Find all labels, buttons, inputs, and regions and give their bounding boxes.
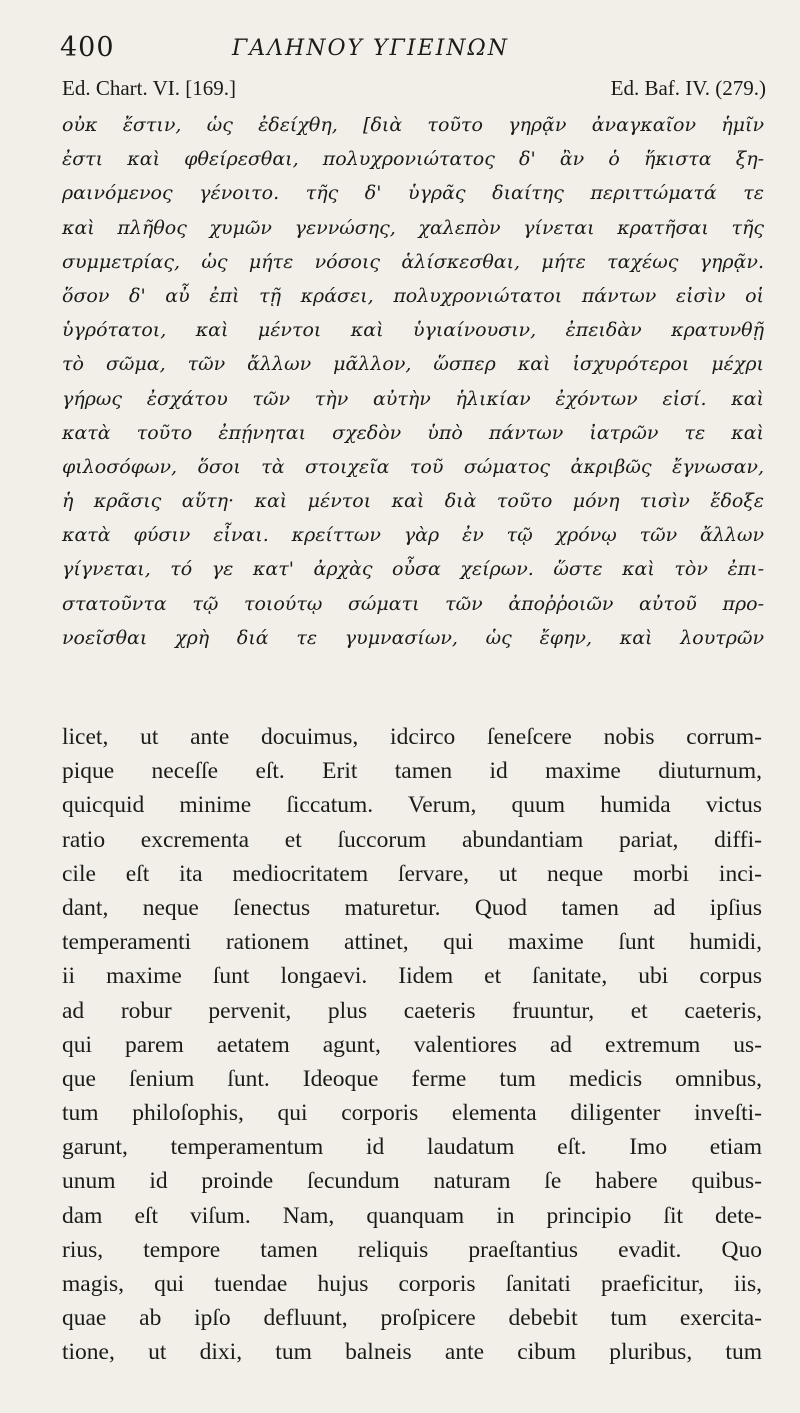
greek-text-line: ἐστι καὶ φθείρεσθαι, πολυχρονιώτατος δ' ἂν ὁ ἥκιστα ξη- [62, 148, 764, 171]
running-title: ΓΑΛΗΝΟΥ ΥΓΙΕΙΝΩΝ [232, 36, 509, 61]
greek-text-line: τὸ σῶμα, τῶν ἄλλων μᾶλλον, ὥσπερ καὶ ἰσχυρότεροι μέχρι [62, 353, 764, 376]
latin-text-line: ii maxime ſunt longaevi. Iidem et ſanitate, ubi corpus [62, 963, 762, 990]
greek-text-line: οὐκ ἔστιν, ὡς ἐδείχθη, [διὰ τοῦτο γηρᾷν ἀναγκαῖον ἡμῖν [62, 114, 764, 136]
latin-text-line: garunt, temperamentum id laudatum eſt. Imo etiam [62, 1134, 762, 1161]
latin-text-line: quicquid minime ſiccatum. Verum, quum humida victus [62, 792, 762, 819]
latin-text-line: ratio excrementa et ſuccorum abundantiam pariat, diffi- [62, 826, 762, 853]
latin-text-line: quae ab ipſo defluunt, proſpicere debebit tum exercita- [62, 1305, 762, 1332]
latin-text-line: ad robur pervenit, plus caeteris fruuntur, et caeteris, [62, 997, 762, 1024]
latin-text-line: cile eſt ita mediocritatem ſervare, ut neque morbi inci- [62, 860, 762, 887]
edition-ref-basel: Ed. Baf. IV. (279.) [610, 76, 766, 100]
greek-text-line: συμμετρίας, ὡς μήτε νόσοις ἁλίσκεσθαι, μήτε ταχέως γηρᾷν. [62, 250, 764, 273]
latin-text-line: magis, qui tuendae hujus corporis ſanitati praeficitur, iis, [62, 1271, 762, 1297]
greek-text-line: νοεῖσθαι χρὴ διά τε γυμνασίων, ὡς ἔφην, καὶ λουτρῶν [62, 626, 764, 649]
greek-text-line: γήρως ἐσχάτου τῶν τὴν αὐτὴν ἡλικίαν ἐχόντων εἰσί. καὶ [62, 387, 764, 410]
latin-text-line: dant, neque ſenectus maturetur. Quod tamen ad ipſius [62, 894, 762, 921]
page-header [60, 28, 760, 68]
greek-text-line: ἡ κρᾶσις αὕτη· καὶ μέντοι καὶ διὰ τοῦτο μόνη τισὶν ἔδοξε [62, 490, 764, 513]
latin-text-line: qui parem aetatem agunt, valentiores ad extremum us- [62, 1031, 762, 1058]
latin-text-line: que ſenium ſunt. Ideoque ferme tum medicis omnibus, [62, 1065, 762, 1092]
greek-text-line: κατὰ τοῦτο ἐπῄνηται σχεδὸν ὑπὸ πάντων ἰατρῶν τε καὶ [62, 421, 764, 444]
latin-text-line: licet, ut ante docuimus, idcirco ſeneſcere nobis corrum- [62, 724, 762, 750]
greek-text-line: ὅσον δ' αὖ ἐπὶ τῇ κράσει, πολυχρονιώτατοι πάντων εἰσὶν οἱ [62, 284, 764, 307]
greek-text-line: ὑγρότατοι, καὶ μέντοι καὶ ὑγιαίνουσιν, ἐπειδὰν κρατυνθῇ [62, 319, 764, 342]
greek-text-line: στατοῦντα τῷ τοιούτῳ σώματι τῶν ἀποῤῥοιῶν αὐτοῦ προ- [62, 592, 764, 615]
latin-text-line: tione, ut dixi, tum balneis ante cibum pluribus, tum [62, 1339, 762, 1366]
edition-references [62, 76, 766, 104]
greek-text-line: φιλοσόφων, ὅσοι τὰ στοιχεῖα τοῦ σώματος ἀκριβῶς ἔγνωσαν, [62, 455, 764, 478]
latin-text-line: unum id proinde ſecundum naturam ſe habere quibus- [62, 1168, 762, 1195]
edition-ref-chart: Ed. Chart. VI. [169.] [62, 76, 236, 100]
page-number: 400 [60, 32, 115, 63]
latin-text-line: pique neceſſe eſt. Erit tamen id maxime diuturnum, [62, 758, 762, 785]
latin-text-block [62, 720, 762, 1370]
greek-text-block [62, 108, 764, 655]
latin-text-line: dam eſt viſum. Nam, quanquam in principio ſit dete- [62, 1202, 762, 1229]
latin-text-line: temperamenti rationem attinet, qui maxime ſunt humidi, [62, 929, 762, 956]
greek-text-line: καὶ πλῆθος χυμῶν γεννώσης, χαλεπὸν γίνεται κρατῆσαι τῆς [62, 216, 764, 239]
greek-text-line: κατὰ φύσιν εἶναι. κρείττων γὰρ ἐν τῷ χρόνῳ τῶν ἄλλων [62, 524, 764, 547]
greek-text-line: γίγνεται, τό γε κατ' ἀρχὰς οὖσα χείρων. ὥστε καὶ τὸν ἐπι- [62, 558, 764, 581]
latin-text-line: rius, tempore tamen reliquis praeſtantius evadit. Quo [62, 1236, 762, 1263]
greek-text-line: ραινόμενος γένοιτο. τῆς δ' ὑγρᾶς διαίτης περιττώματά τε [62, 182, 764, 205]
latin-text-line: tum philoſophis, qui corporis elementa diligenter inveſti- [62, 1100, 762, 1127]
